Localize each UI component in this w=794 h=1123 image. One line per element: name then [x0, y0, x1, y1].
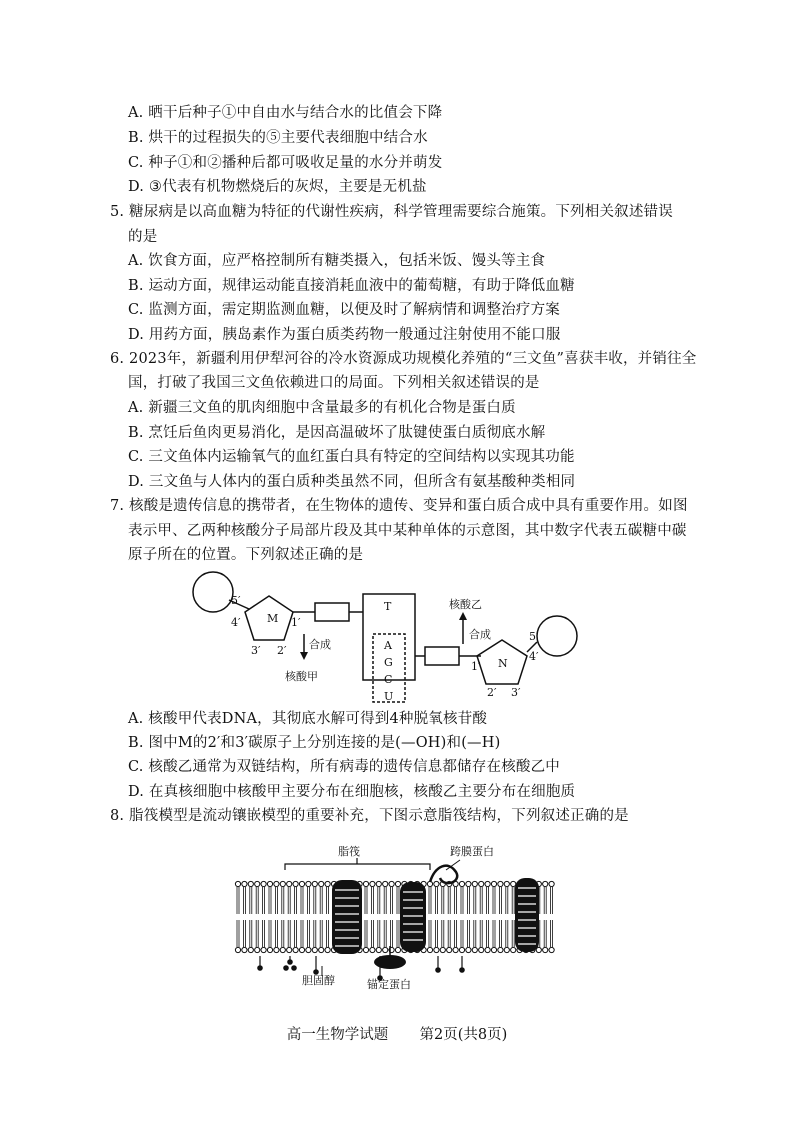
lipid-head — [248, 881, 253, 886]
lipid-tail — [493, 887, 495, 914]
q7-option-c: C. 核酸乙通常为双链结构，所有病毒的遗传信息都储存在核酸乙中 — [128, 759, 560, 775]
lipid-tail — [250, 887, 252, 914]
lipid-head — [287, 947, 292, 952]
lipid-head — [472, 881, 477, 886]
lipid-head — [363, 881, 368, 886]
lipid-head — [280, 947, 285, 952]
lipid-head — [440, 947, 445, 952]
q5-option-c: C. 监测方面，需定期监测血糖，以便及时了解病情和调整治疗方案 — [128, 302, 560, 318]
lipid-raft-diagram — [230, 838, 560, 990]
m-c1-label: 1′ — [291, 616, 301, 629]
lipid-head — [453, 947, 458, 952]
lipid-tail — [467, 887, 469, 914]
lipid-tail — [371, 920, 373, 947]
q6-option-a: A. 新疆三文鱼的肌肉细胞中含量最多的有机化合物是蛋白质 — [128, 400, 516, 416]
base-u: U — [384, 690, 394, 703]
lipid-head — [395, 947, 400, 952]
page-footer — [0, 1023, 794, 1044]
base-g: G — [384, 656, 393, 669]
lipid-tail — [378, 887, 380, 914]
q6-stem-line1: 6. 2023年，新疆利用伊犁河谷的冷水资源成功规模化养殖的“三文鱼”喜获丰收，并销往全 — [110, 351, 697, 367]
lipid-tail — [391, 920, 393, 947]
m-c5-label: 5′ — [231, 594, 241, 607]
m-c4-label: 4′ — [231, 616, 241, 629]
lipid-tail — [275, 887, 277, 914]
lipid-head — [543, 947, 548, 952]
q8-stem: 8. 脂筏模型是流动镶嵌模型的重要补充，下图示意脂筏结构，下列叙述正确的是 — [110, 808, 629, 824]
lipid-tail — [448, 887, 450, 914]
footer-subject: 高一生物学试题 — [286, 1027, 389, 1043]
lipid-tail — [487, 887, 489, 914]
lipid-head — [383, 881, 388, 886]
n-c1-label: 1′ — [471, 660, 481, 673]
lipid-tail — [467, 920, 469, 947]
phosphate-circle-left — [193, 572, 233, 612]
lipid-tail — [455, 920, 457, 947]
q7-option-b: B. 图中M的2′和3′碳原子上分别连接的是(—OH)和(—H) — [128, 735, 501, 751]
synth-label-right: 合成 — [469, 628, 491, 641]
lipid-head — [491, 881, 496, 886]
phospholipid-bilayer — [235, 881, 554, 952]
lipid-head — [549, 947, 554, 952]
anchor-label: 锚定蛋白 — [367, 978, 411, 990]
lipid-head — [370, 881, 375, 886]
cholesterol-label: 胆固醇 — [302, 974, 335, 987]
q5-stem-line2: 的是 — [128, 229, 158, 245]
n-c2-label: 2′ — [487, 686, 497, 699]
acid-jia-label: 核酸甲 — [285, 670, 318, 683]
lipid-tail — [263, 887, 265, 914]
lipid-head — [261, 947, 266, 952]
lipid-head — [376, 947, 381, 952]
phosphate-circle-right — [537, 616, 577, 656]
n-c3-label: 3′ — [511, 686, 521, 699]
lipid-tail — [320, 887, 322, 914]
lipid-tail — [461, 920, 463, 947]
lipid-head — [248, 947, 253, 952]
lipid-tail — [493, 920, 495, 947]
transmembrane-label: 跨膜蛋白 — [450, 845, 494, 858]
lipid-head — [498, 947, 503, 952]
lipid-head — [363, 947, 368, 952]
lipid-head — [389, 881, 394, 886]
lipid-tail — [397, 887, 399, 914]
lipid-tail — [487, 920, 489, 947]
q4-option-b: B. 烘干的过程损失的⑤主要代表细胞中结合水 — [128, 130, 428, 146]
arrow-up-icon — [459, 612, 467, 620]
n-c4-label: 4′ — [529, 650, 539, 663]
lipid-head — [543, 881, 548, 886]
lipid-tail — [327, 887, 329, 914]
lipid-tail — [551, 920, 553, 947]
lipid-head — [325, 947, 330, 952]
lipid-head — [242, 881, 247, 886]
lipid-head — [267, 947, 272, 952]
anchor-protein-shape — [374, 955, 406, 969]
lipid-tail — [397, 920, 399, 947]
lipid-head — [319, 947, 324, 952]
lipid-tail — [365, 887, 367, 914]
lipid-head — [255, 947, 260, 952]
q6-option-b: B. 烹饪后鱼肉更易消化，是因高温破坏了肽键使蛋白质彻底水解 — [128, 425, 546, 441]
lipid-head — [447, 947, 452, 952]
lipid-head — [485, 881, 490, 886]
lipid-head — [287, 881, 292, 886]
base-box-left — [315, 603, 349, 621]
n-c5-label: 5′ — [529, 630, 539, 643]
q7-option-d: D. 在真核细胞中核酸甲主要分布在细胞核，核酸乙主要分布在细胞质 — [128, 784, 576, 800]
cholesterol-chains — [258, 956, 464, 980]
lipid-head — [383, 947, 388, 952]
lipid-head — [427, 881, 432, 886]
q7-stem-line3: 原子所在的位置。下列叙述正确的是 — [128, 547, 364, 563]
q7-option-a: A. 核酸甲代表DNA，其彻底水解可得到4种脱氧核苷酸 — [128, 711, 488, 727]
lipid-tail — [282, 887, 284, 914]
base-t: T — [384, 600, 392, 613]
lipid-head — [459, 947, 464, 952]
lipid-head — [434, 947, 439, 952]
lipid-tail — [307, 920, 309, 947]
lipid-tail — [314, 920, 316, 947]
lipid-tail — [461, 887, 463, 914]
lipid-tail — [263, 920, 265, 947]
lipid-head — [312, 947, 317, 952]
lipid-tail — [301, 887, 303, 914]
lipid-tail — [442, 887, 444, 914]
lipid-tail — [243, 887, 245, 914]
q4-option-d: D. ③代表有机物燃烧后的灰烬，主要是无机盐 — [128, 179, 427, 195]
lipid-head — [536, 947, 541, 952]
lipid-tail — [544, 887, 546, 914]
arrow-down-icon — [300, 652, 308, 660]
lipid-tail — [499, 887, 501, 914]
lipid-tail — [327, 920, 329, 947]
sugar-n-label: N — [498, 657, 508, 670]
m-c3-label: 3′ — [251, 644, 261, 657]
lipid-head — [459, 881, 464, 886]
q7-stem-line1: 7. 核酸是遗传信息的携带者，在生物体的遗传、变异和蛋白质合成中具有重要作用。如图 — [110, 498, 688, 514]
lipid-tail — [480, 920, 482, 947]
nucleic-acid-diagram — [185, 570, 595, 705]
lipid-tail — [512, 887, 514, 914]
lipid-head — [485, 947, 490, 952]
lipid-tail — [384, 920, 386, 947]
lipid-tail — [378, 920, 380, 947]
lipid-head — [376, 881, 381, 886]
q4-option-c: C. 种子①和②播种后都可吸收足量的水分并萌发 — [128, 155, 443, 171]
sugar-m-label: M — [267, 612, 279, 625]
lipid-head — [491, 947, 496, 952]
lipid-tail — [506, 887, 508, 914]
raft-label: 脂筏 — [338, 845, 360, 858]
lipid-head — [293, 881, 298, 886]
lipid-head — [274, 881, 279, 886]
synth-label-left: 合成 — [309, 638, 331, 651]
lipid-tail — [429, 887, 431, 914]
m-c2-label: 2′ — [277, 644, 287, 657]
lipid-head — [427, 947, 432, 952]
lipid-head — [319, 881, 324, 886]
lipid-head — [299, 881, 304, 886]
q6-option-c: C. 三文鱼体内运输氧气的血红蛋白具有特定的空间结构以实现其功能 — [128, 449, 575, 465]
lipid-tail — [314, 887, 316, 914]
lipid-head — [312, 881, 317, 886]
lipid-head — [479, 947, 484, 952]
lipid-head — [504, 881, 509, 886]
lipid-tail — [295, 920, 297, 947]
lipid-tail — [480, 887, 482, 914]
q6-option-d: D. 三文鱼与人体内的蛋白质种类虽然不同，但所含有氨基酸种类相同 — [128, 474, 576, 490]
lipid-head — [255, 881, 260, 886]
lipid-tail — [544, 920, 546, 947]
q5-option-b: B. 运动方面，规律运动能直接消耗血液中的葡萄糖，有助于降低血糖 — [128, 278, 575, 294]
lipid-tail — [282, 920, 284, 947]
lipid-head — [472, 947, 477, 952]
lipid-tail — [474, 920, 476, 947]
lipid-tail — [269, 887, 271, 914]
lipid-tail — [237, 887, 239, 914]
footer-page-number: 第2页(共8页) — [419, 1027, 508, 1043]
lipid-head — [325, 881, 330, 886]
lipid-tail — [320, 920, 322, 947]
lipid-tail — [256, 887, 258, 914]
base-box-right — [425, 647, 459, 665]
lipid-head — [479, 881, 484, 886]
acid-yi-label: 核酸乙 — [449, 598, 482, 611]
lipid-head — [293, 947, 298, 952]
lipid-tail — [256, 920, 258, 947]
raft-brace — [285, 864, 430, 870]
lipid-head — [235, 947, 240, 952]
lipid-head — [511, 947, 516, 952]
lipid-tail — [499, 920, 501, 947]
lipid-tail — [301, 920, 303, 947]
lipid-tail — [365, 920, 367, 947]
lipid-head — [466, 881, 471, 886]
q5-stem-line1: 5. 糖尿病是以高血糖为特征的代谢性疾病，科学管理需要综合施策。下列相关叙述错误 — [110, 204, 673, 220]
lipid-tail — [442, 920, 444, 947]
lipid-head — [504, 947, 509, 952]
lipid-tail — [288, 920, 290, 947]
base-a: A — [384, 639, 392, 652]
lipid-head — [242, 947, 247, 952]
lipid-tail — [435, 887, 437, 914]
q6-stem-line2: 国，打破了我国三文鱼依赖进口的局面。下列相关叙述错误的是 — [128, 375, 540, 391]
lipid-tail — [288, 887, 290, 914]
lipid-head — [549, 881, 554, 886]
lipid-tail — [307, 887, 309, 914]
lipid-tail — [448, 920, 450, 947]
lipid-tail — [474, 887, 476, 914]
lipid-head — [261, 881, 266, 886]
lipid-tail — [455, 887, 457, 914]
lipid-tail — [269, 920, 271, 947]
lipid-tail — [429, 920, 431, 947]
lipid-head — [267, 881, 272, 886]
lipid-head — [280, 881, 285, 886]
lipid-head — [299, 947, 304, 952]
lipid-tail — [295, 887, 297, 914]
lipid-head — [498, 881, 503, 886]
lipid-tail — [250, 920, 252, 947]
lipid-tail — [384, 887, 386, 914]
q4-option-a: A. 晒干后种子①中自由水与结合水的比值会下降 — [128, 105, 443, 121]
lipid-head — [395, 881, 400, 886]
lipid-tail — [391, 887, 393, 914]
lipid-tail — [512, 920, 514, 947]
lipid-tail — [275, 920, 277, 947]
q7-stem-line2: 表示甲、乙两种核酸分子局部片段及其中某种单体的示意图，其中数字代表五碳糖中碳 — [128, 523, 687, 539]
lipid-head — [434, 881, 439, 886]
lipid-tail — [237, 920, 239, 947]
lipid-head — [274, 947, 279, 952]
lipid-tail — [371, 887, 373, 914]
lipid-head — [306, 947, 311, 952]
q5-option-a: A. 饮食方面，应严格控制所有糖类摄入，包括米饭、馒头等主食 — [128, 253, 546, 269]
lipid-head — [235, 881, 240, 886]
base-c: C — [384, 673, 393, 686]
lipid-head — [370, 947, 375, 952]
lipid-tail — [435, 920, 437, 947]
lipid-head — [511, 881, 516, 886]
lipid-tail — [506, 920, 508, 947]
lipid-tail — [243, 920, 245, 947]
lipid-head — [466, 947, 471, 952]
q5-option-d: D. 用药方面，胰岛素作为蛋白质类药物一般通过注射使用不能口服 — [128, 327, 561, 343]
lipid-tail — [551, 887, 553, 914]
lipid-head — [306, 881, 311, 886]
